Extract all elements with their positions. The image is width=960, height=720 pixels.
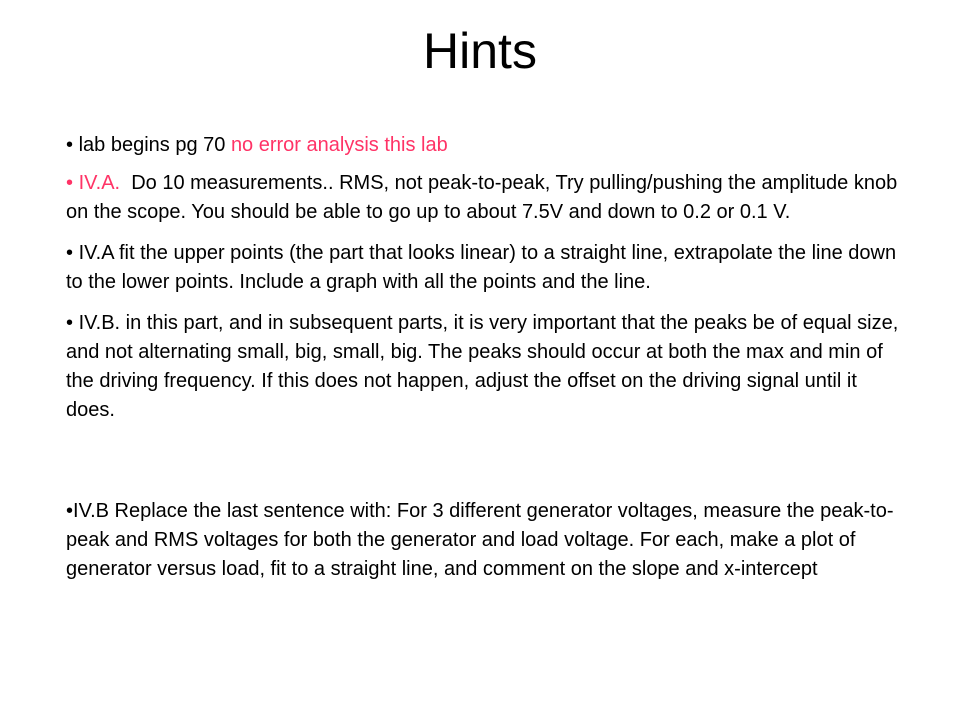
hint-item-lab-start <box>66 131 906 160</box>
hint-lead-text: lab begins pg 70 <box>78 134 226 156</box>
hint-highlight-text: IV.A. <box>78 172 121 194</box>
hint-item-iva-fit <box>66 239 906 297</box>
hint-item-ivb-peaks <box>66 309 906 425</box>
hint-list <box>66 131 906 584</box>
hint-body-text: Do 10 measurements.. RMS, not peak-to-peak, Try pulling/pushing the amplitude knob on the scope. You should be able to go up to about 7.5V and down to 0.2 or 0.1 V. <box>66 172 898 223</box>
bullet-marker: • <box>66 172 74 194</box>
hint-body-text: IV.B. in this part, and in subsequent parts, it is very important that the peaks be of equal size, and not alternating small, big, small, big. The peaks should occur at both the max and min of the driving frequency. If this does not happen, adjust the offset on the driving signal until it does. <box>66 312 899 421</box>
hint-highlight-text: no error analysis this lab <box>230 134 448 156</box>
hint-item-iva-measurements <box>66 169 906 227</box>
bullet-marker: • <box>66 312 74 334</box>
hint-body-text: IV.B Replace the last sentence with: For 3 different generator voltages, measure the peak-to-peak and RMS voltages for both the generator and load voltage. For each, make a plot of generator versus load, fit to a straight line, and comment on the slope and x-intercept <box>66 500 894 580</box>
hint-body-text: IV.A fit the upper points (the part that looks linear) to a straight line, extrapolate the line down to the lower points. Include a graph with all the points and the line. <box>66 242 897 293</box>
bullet-marker: • <box>66 242 74 264</box>
hint-item-ivb-replace <box>66 497 906 584</box>
bullet-marker: • <box>66 500 74 522</box>
slide-title: Hints <box>423 23 537 79</box>
bullet-marker: • <box>66 134 74 156</box>
